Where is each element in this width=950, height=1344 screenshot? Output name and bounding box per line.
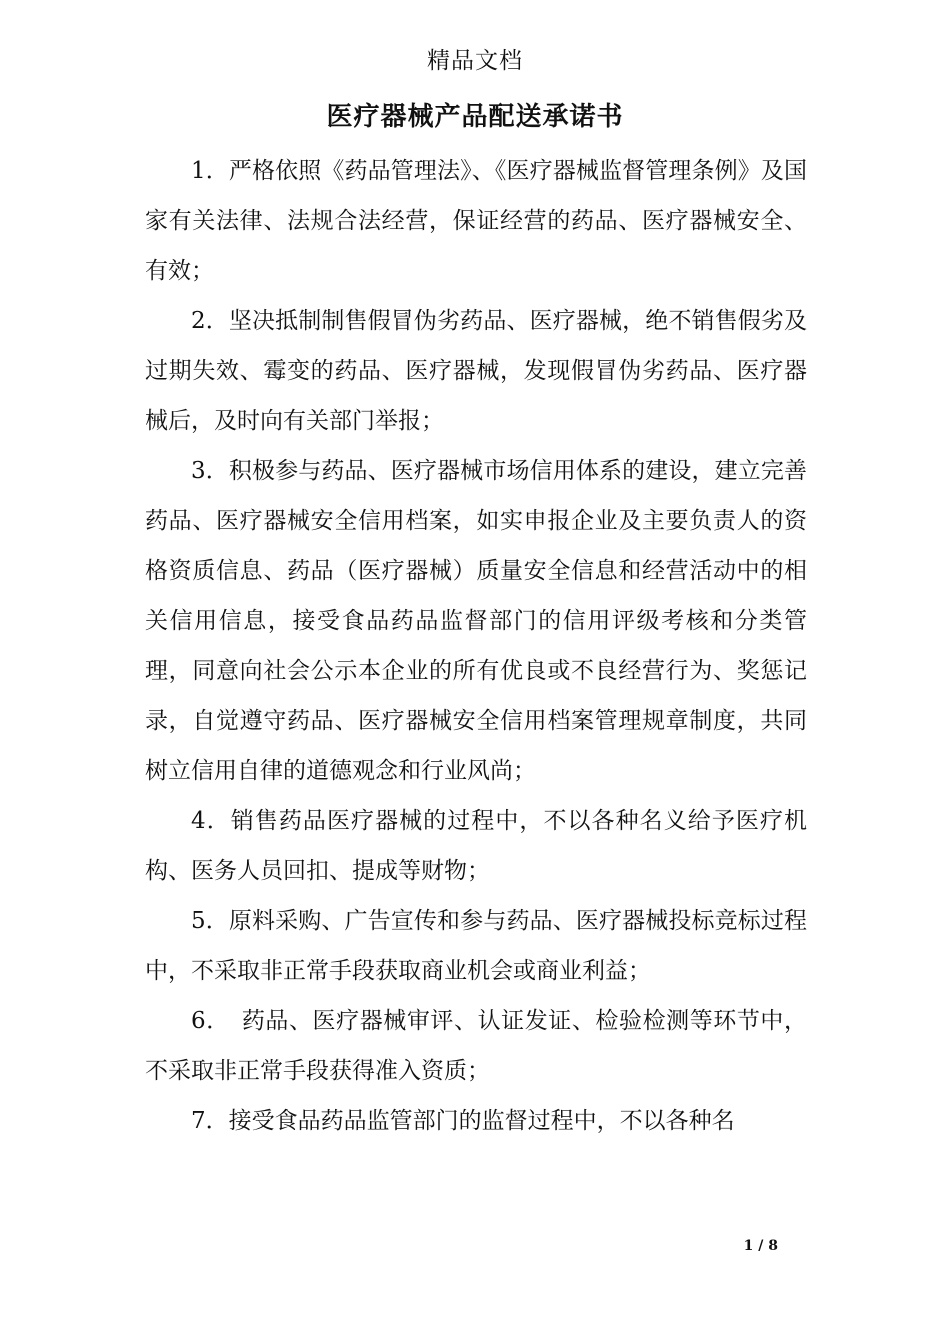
page-header: 精品文档 — [427, 48, 523, 74]
paragraph-5: 5．原料采购、广告宣传和参与药品、医疗器械投标竞标过程中，不采取非正常手段获取商业机会或商业利益； — [145, 908, 807, 984]
page-number: 1 / 8 — [743, 1238, 778, 1254]
document-body — [145, 146, 807, 1146]
paragraph-2: 2．坚决抵制制售假冒伪劣药品、医疗器械，绝不销售假劣及过期失效、霉变的药品、医疗器械，发现假冒伪劣药品、医疗器械后，及时向有关部门举报； — [145, 308, 807, 434]
document-title: 医疗器械产品配送承诺书 — [326, 102, 624, 132]
paragraph-6: 6． 药品、医疗器械审评、认证发证、检验检测等环节中，不采取非正常手段获得准入资质； — [145, 1008, 807, 1084]
paragraph-4: 4．销售药品医疗器械的过程中，不以各种名义给予医疗机构、医务人员回扣、提成等财物； — [145, 808, 807, 884]
paragraph-1: 1．严格依照《药品管理法》、《医疗器械监督管理条例》及国家有关法律、法规合法经营，保证经营的药品、医疗器械安全、有效； — [145, 158, 807, 284]
paragraph-7: 7．接受食品药品监管部门的监督过程中，不以各种名 — [191, 1108, 735, 1134]
paragraph-3: 3．积极参与药品、医疗器械市场信用体系的建设，建立完善药品、医疗器械安全信用档案，如实申报企业及主要负责人的资格资质信息、药品（医疗器械）质量安全信息和经营活动中的相关信用信息，接受食品药品监督部门的信用评级考核和分类管理，同意向社会公示本企业的所有优良或不良经营行为、奖惩记录，自觉遵守药品、医疗器械安全信用档案管理规章制度，共同树立信用自律的道德观念和行业风尚； — [145, 458, 807, 784]
